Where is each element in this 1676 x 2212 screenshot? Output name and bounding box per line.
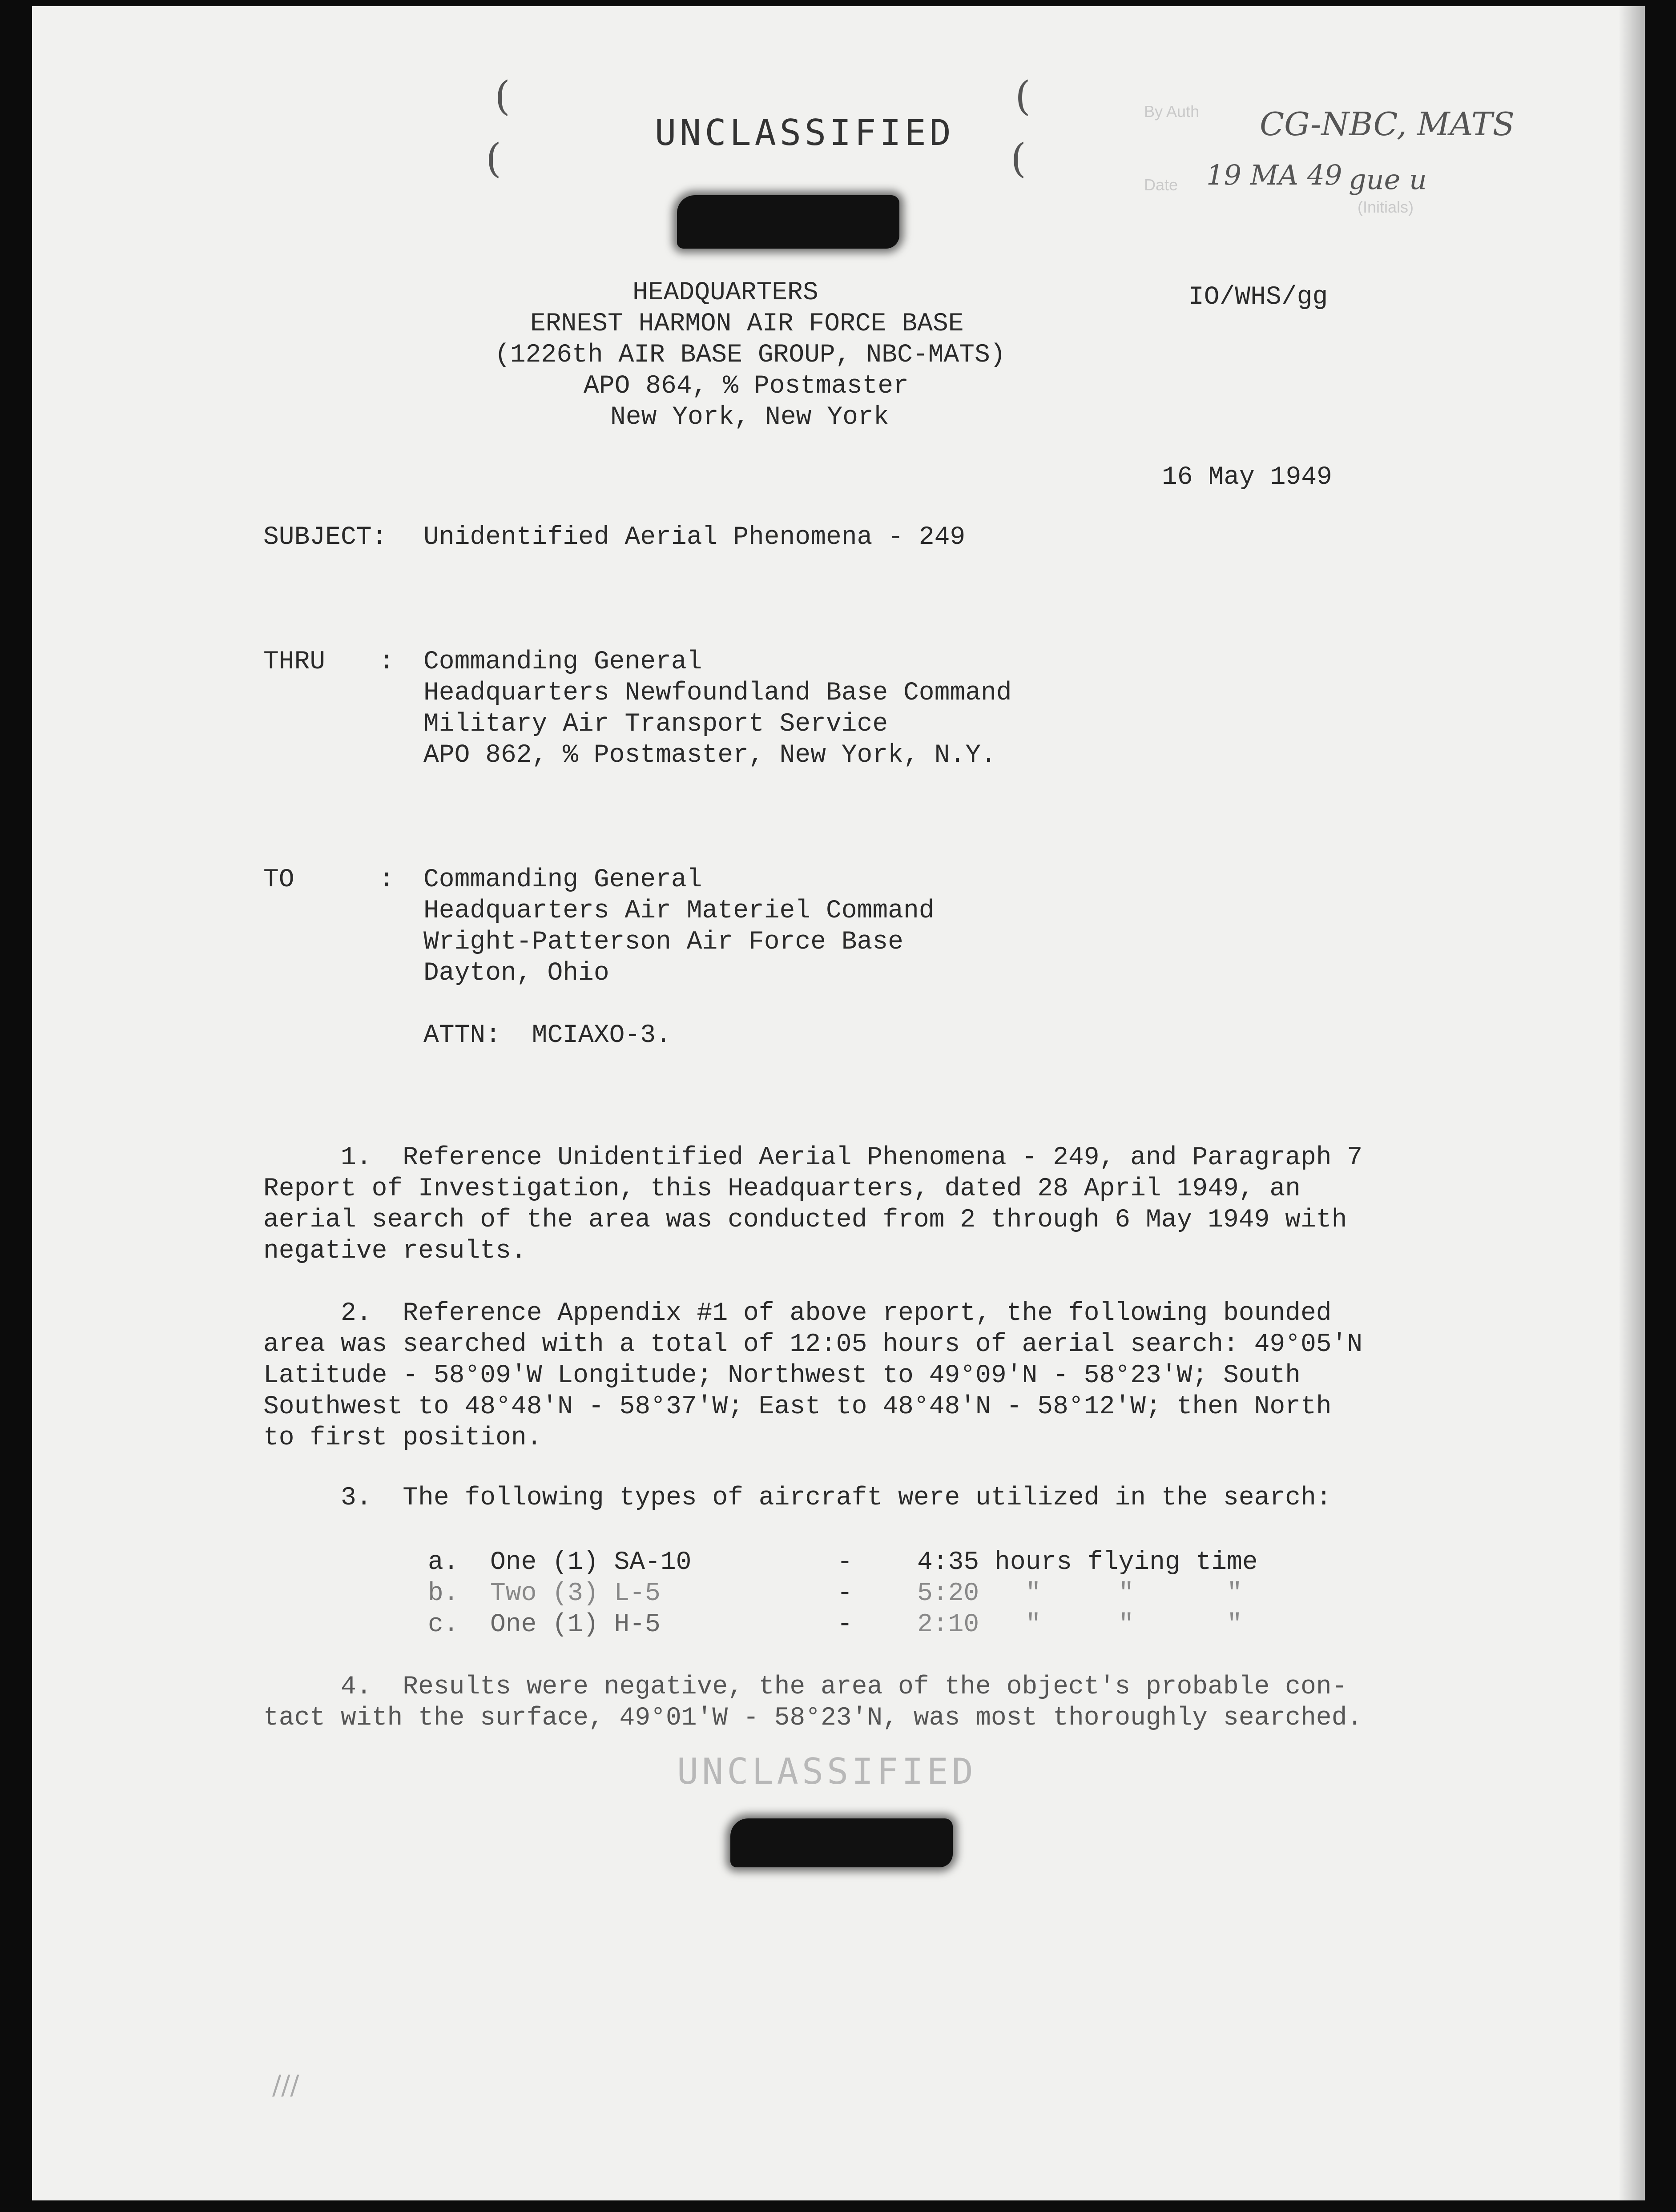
letterhead-line: APO 864, % Postmaster bbox=[584, 372, 909, 401]
letterhead-line: New York, New York bbox=[610, 403, 889, 432]
thru-label: THRU bbox=[263, 648, 326, 676]
classification-stamp-top: UNCLASSIFIED bbox=[655, 112, 955, 153]
declass-initials-handwriting: gue u bbox=[1349, 163, 1427, 196]
body-line: tact with the surface, 49°01'W - 58°23'N, was most thoroughly searched. bbox=[263, 1704, 1363, 1733]
redaction-bar-bottom bbox=[730, 1818, 953, 1867]
declass-auth-handwriting: CG-NBC, MATS bbox=[1260, 105, 1515, 143]
thru-address-line: Military Air Transport Service bbox=[423, 710, 888, 739]
thru-address-line: Commanding General bbox=[423, 648, 702, 676]
letterhead-line: HEADQUARTERS bbox=[633, 278, 818, 307]
body-line: 2. Reference Appendix #1 of above report, the following bounded bbox=[263, 1299, 1332, 1328]
declass-stamp-date: Date bbox=[1144, 176, 1178, 194]
body-line: 3. The following types of aircraft were utilized in the search: bbox=[263, 1484, 1332, 1512]
aircraft-flying-time: 5:20 " " " bbox=[917, 1579, 1242, 1608]
aircraft-flying-time: 2:10 " " " bbox=[917, 1610, 1242, 1639]
aircraft-letter: b. bbox=[428, 1579, 459, 1608]
thru-address-line: Headquarters Newfoundland Base Command bbox=[423, 679, 1012, 708]
declass-stamp-by: By Auth bbox=[1144, 102, 1200, 121]
body-line: area was searched with a total of 12:05 hours of aerial search: 49°05'N bbox=[263, 1330, 1363, 1359]
body-line: 4. Results were negative, the area of the object's probable con- bbox=[263, 1673, 1347, 1701]
declass-date-handwriting: 19 MA 49 bbox=[1206, 159, 1342, 191]
aircraft-description: Two (3) L-5 bbox=[490, 1579, 661, 1608]
document-date: 16 May 1949 bbox=[1162, 463, 1332, 492]
declass-stamp-initials: (Initials) bbox=[1358, 198, 1414, 216]
body-line: Latitude - 58°09'W Longitude; Northwest to 49°09'N - 58°23'W; South bbox=[263, 1361, 1301, 1390]
to-address-line: Headquarters Air Materiel Command bbox=[423, 897, 935, 925]
aircraft-description: One (1) SA-10 bbox=[490, 1548, 692, 1577]
bracket-mark: ( bbox=[495, 73, 511, 120]
subject-text: Unidentified Aerial Phenomena - 249 bbox=[423, 523, 966, 552]
document-page bbox=[32, 6, 1645, 2200]
aircraft-dash: - bbox=[837, 1548, 853, 1577]
body-line: 1. Reference Unidentified Aerial Phenomena - 249, and Paragraph 7 bbox=[263, 1143, 1363, 1172]
aircraft-description: One (1) H-5 bbox=[490, 1610, 661, 1639]
aircraft-dash: - bbox=[837, 1610, 853, 1639]
page-edge-shadow bbox=[1618, 6, 1645, 2200]
to-address-line: Commanding General bbox=[423, 865, 702, 894]
bracket-mark: ( bbox=[1015, 73, 1031, 120]
body-line: negative results. bbox=[263, 1237, 527, 1266]
thru-colon: : bbox=[379, 648, 395, 676]
attention-line: ATTN: MCIAXO-3. bbox=[423, 1021, 671, 1050]
letterhead-line: ERNEST HARMON AIR FORCE BASE bbox=[530, 310, 964, 338]
body-line: aerial search of the area was conducted from 2 through 6 May 1949 with bbox=[263, 1206, 1347, 1235]
reference-code: IO/WHS/gg bbox=[1189, 283, 1328, 312]
aircraft-letter: a. bbox=[428, 1548, 459, 1577]
thru-address-line: APO 862, % Postmaster, New York, N.Y. bbox=[423, 741, 996, 770]
classification-stamp-bottom: UNCLASSIFIED bbox=[677, 1751, 977, 1792]
bracket-mark: ( bbox=[1011, 135, 1027, 182]
aircraft-flying-time: 4:35 hours flying time bbox=[917, 1548, 1258, 1577]
to-label: TO bbox=[263, 865, 294, 894]
margin-handwriting: /// bbox=[272, 2070, 299, 2101]
aircraft-letter: c. bbox=[428, 1610, 459, 1639]
body-line: to first position. bbox=[263, 1424, 542, 1452]
letterhead-line: (1226th AIR BASE GROUP, NBC-MATS) bbox=[495, 341, 1006, 370]
to-address-line: Dayton, Ohio bbox=[423, 959, 609, 988]
redaction-bar-top bbox=[677, 195, 899, 249]
bracket-mark: ( bbox=[486, 135, 502, 182]
aircraft-dash: - bbox=[837, 1579, 853, 1608]
body-line: Southwest to 48°48'N - 58°37'W; East to 48°48'N - 58°12'W; then North bbox=[263, 1392, 1332, 1421]
to-colon: : bbox=[379, 865, 395, 894]
body-line: Report of Investigation, this Headquarters, dated 28 April 1949, an bbox=[263, 1174, 1301, 1203]
to-address-line: Wright-Patterson Air Force Base bbox=[423, 928, 903, 957]
subject-label: SUBJECT: bbox=[263, 523, 387, 552]
